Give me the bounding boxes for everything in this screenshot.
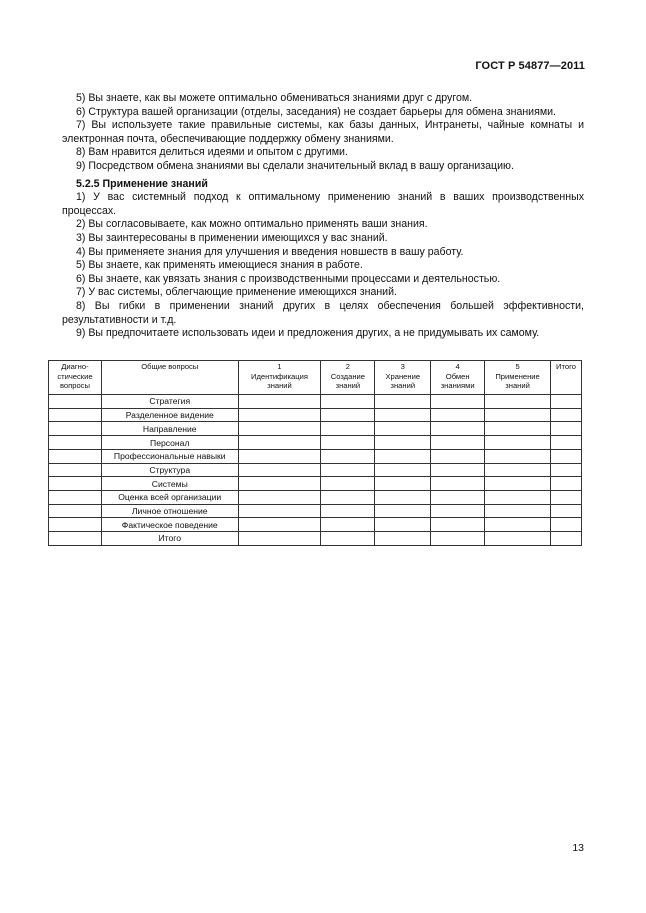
empty-cell <box>551 463 582 477</box>
empty-cell <box>551 531 582 545</box>
body-text <box>62 92 584 341</box>
empty-cell <box>551 436 582 450</box>
list-item: 7) У вас системы, облегчающие применение имеющихся знаний. <box>76 286 397 299</box>
empty-cell <box>375 477 431 491</box>
empty-cell <box>485 395 551 409</box>
empty-cell <box>49 504 102 518</box>
empty-cell <box>238 504 321 518</box>
list-item: 9) Вы предпочитаете использовать идеи и предложения других, а не придумывать их самому. <box>76 327 540 340</box>
table-row <box>49 490 582 504</box>
table-row <box>49 436 582 450</box>
empty-cell <box>238 408 321 422</box>
empty-cell <box>551 395 582 409</box>
section-heading: 5.2.5 Применение знаний <box>76 177 208 190</box>
empty-cell <box>431 463 485 477</box>
empty-cell <box>551 408 582 422</box>
empty-cell <box>551 490 582 504</box>
list-item: 8) Вам нравится делиться идеями и опытом с другими. <box>76 146 348 159</box>
empty-cell <box>321 518 375 532</box>
document-code: ГОСТ Р 54877—2011 <box>475 60 585 72</box>
row-label: Итого <box>101 531 238 545</box>
empty-cell <box>375 436 431 450</box>
table-row <box>49 504 582 518</box>
list-item: 3) Вы заинтересованы в применении имеющихся у вас знаний. <box>76 231 388 244</box>
empty-cell <box>49 490 102 504</box>
table-row <box>49 449 582 463</box>
empty-cell <box>485 422 551 436</box>
empty-cell <box>238 531 321 545</box>
empty-cell <box>49 463 102 477</box>
empty-cell <box>551 518 582 532</box>
row-label: Персонал <box>101 436 238 450</box>
empty-cell <box>321 477 375 491</box>
header-storage: 3 Хранение знаний <box>375 361 431 395</box>
empty-cell <box>375 395 431 409</box>
empty-cell <box>49 408 102 422</box>
empty-cell <box>321 395 375 409</box>
empty-cell <box>49 449 102 463</box>
header-creation: 2 Создание знаний <box>321 361 375 395</box>
empty-cell <box>238 477 321 491</box>
row-label: Стратегия <box>101 395 238 409</box>
table-row <box>49 408 582 422</box>
row-label: Фактическое поведение <box>101 518 238 532</box>
empty-cell <box>551 422 582 436</box>
assessment-table <box>48 360 582 546</box>
row-label: Профессиональные навыки <box>101 449 238 463</box>
empty-cell <box>375 422 431 436</box>
empty-cell <box>238 518 321 532</box>
empty-cell <box>375 504 431 518</box>
list-item: 6) Вы знаете, как увязать знания с производственными процессами и деятельностью. <box>76 272 501 285</box>
empty-cell <box>321 449 375 463</box>
empty-cell <box>431 531 485 545</box>
table-header-row <box>49 361 582 395</box>
empty-cell <box>431 422 485 436</box>
empty-cell <box>375 490 431 504</box>
list-item: 1) У вас системный подход к оптимальному применению знаний в ваших производственных процессах. <box>62 191 584 217</box>
list-item: 7) Вы используете такие правильные системы, как базы данных, Интранеты, чайные комнаты и электронная почта, обеспечивающие поддержку обмену знаниями. <box>62 119 584 145</box>
header-identification: 1 Идентификация знаний <box>238 361 321 395</box>
empty-cell <box>485 408 551 422</box>
empty-cell <box>321 436 375 450</box>
empty-cell <box>49 531 102 545</box>
empty-cell <box>485 490 551 504</box>
empty-cell <box>485 436 551 450</box>
list-item: 2) Вы согласовываете, как можно оптимально применять ваши знания. <box>76 218 428 231</box>
empty-cell <box>431 490 485 504</box>
empty-cell <box>431 436 485 450</box>
header-application: 5 Применение знаний <box>485 361 551 395</box>
empty-cell <box>321 422 375 436</box>
row-label: Системы <box>101 477 238 491</box>
empty-cell <box>49 518 102 532</box>
empty-cell <box>485 463 551 477</box>
empty-cell <box>238 449 321 463</box>
header-general-questions: Общие вопросы <box>101 361 238 395</box>
empty-cell <box>551 504 582 518</box>
empty-cell <box>321 490 375 504</box>
row-label: Структура <box>101 463 238 477</box>
empty-cell <box>238 436 321 450</box>
empty-cell <box>431 518 485 532</box>
empty-cell <box>485 531 551 545</box>
row-label: Оценка всей организации <box>101 490 238 504</box>
table-row <box>49 477 582 491</box>
empty-cell <box>49 395 102 409</box>
empty-cell <box>485 477 551 491</box>
empty-cell <box>431 449 485 463</box>
list-item: 9) Посредством обмена знаниями вы сделали значительный вклад в вашу организацию. <box>76 159 514 172</box>
empty-cell <box>321 408 375 422</box>
empty-cell <box>49 477 102 491</box>
empty-cell <box>431 395 485 409</box>
header-exchange: 4 Обмен знаниями <box>431 361 485 395</box>
empty-cell <box>238 422 321 436</box>
row-label: Разделенное видение <box>101 408 238 422</box>
empty-cell <box>485 449 551 463</box>
empty-cell <box>321 504 375 518</box>
empty-cell <box>321 463 375 477</box>
list-item: 4) Вы применяете знания для улучшения и введения новшеств в вашу работу. <box>76 245 464 258</box>
empty-cell <box>238 490 321 504</box>
empty-cell <box>375 463 431 477</box>
empty-cell <box>551 449 582 463</box>
empty-cell <box>431 408 485 422</box>
empty-cell <box>375 518 431 532</box>
empty-cell <box>375 531 431 545</box>
table-row <box>49 463 582 477</box>
empty-cell <box>49 422 102 436</box>
empty-cell <box>238 463 321 477</box>
empty-cell <box>375 408 431 422</box>
list-item: 8) Вы гибки в применении знаний других в целях обеспечения большей эффективности, результативности и т.д. <box>62 299 584 326</box>
empty-cell <box>238 395 321 409</box>
table-row <box>49 531 582 545</box>
empty-cell <box>431 477 485 491</box>
empty-cell <box>321 531 375 545</box>
empty-cell <box>49 436 102 450</box>
page-number: 13 <box>572 842 584 854</box>
list-item: 6) Структура вашей организации (отделы, заседания) не создает барьеры для обмена знаниями. <box>76 105 556 118</box>
empty-cell <box>485 518 551 532</box>
header-diagnostic-questions: Диагно- стические вопросы <box>49 361 102 395</box>
table-row <box>49 422 582 436</box>
list-item: 5) Вы знаете, как применять имеющиеся знания в работе. <box>76 259 363 272</box>
empty-cell <box>375 449 431 463</box>
row-label: Направление <box>101 422 238 436</box>
empty-cell <box>551 477 582 491</box>
row-label: Личное отношение <box>101 504 238 518</box>
header-total: Итого <box>551 361 582 395</box>
table-row <box>49 395 582 409</box>
empty-cell <box>485 504 551 518</box>
empty-cell <box>431 504 485 518</box>
list-item: 5) Вы знаете, как вы можете оптимально обмениваться знаниями друг с другом. <box>76 92 473 104</box>
table-row <box>49 518 582 532</box>
